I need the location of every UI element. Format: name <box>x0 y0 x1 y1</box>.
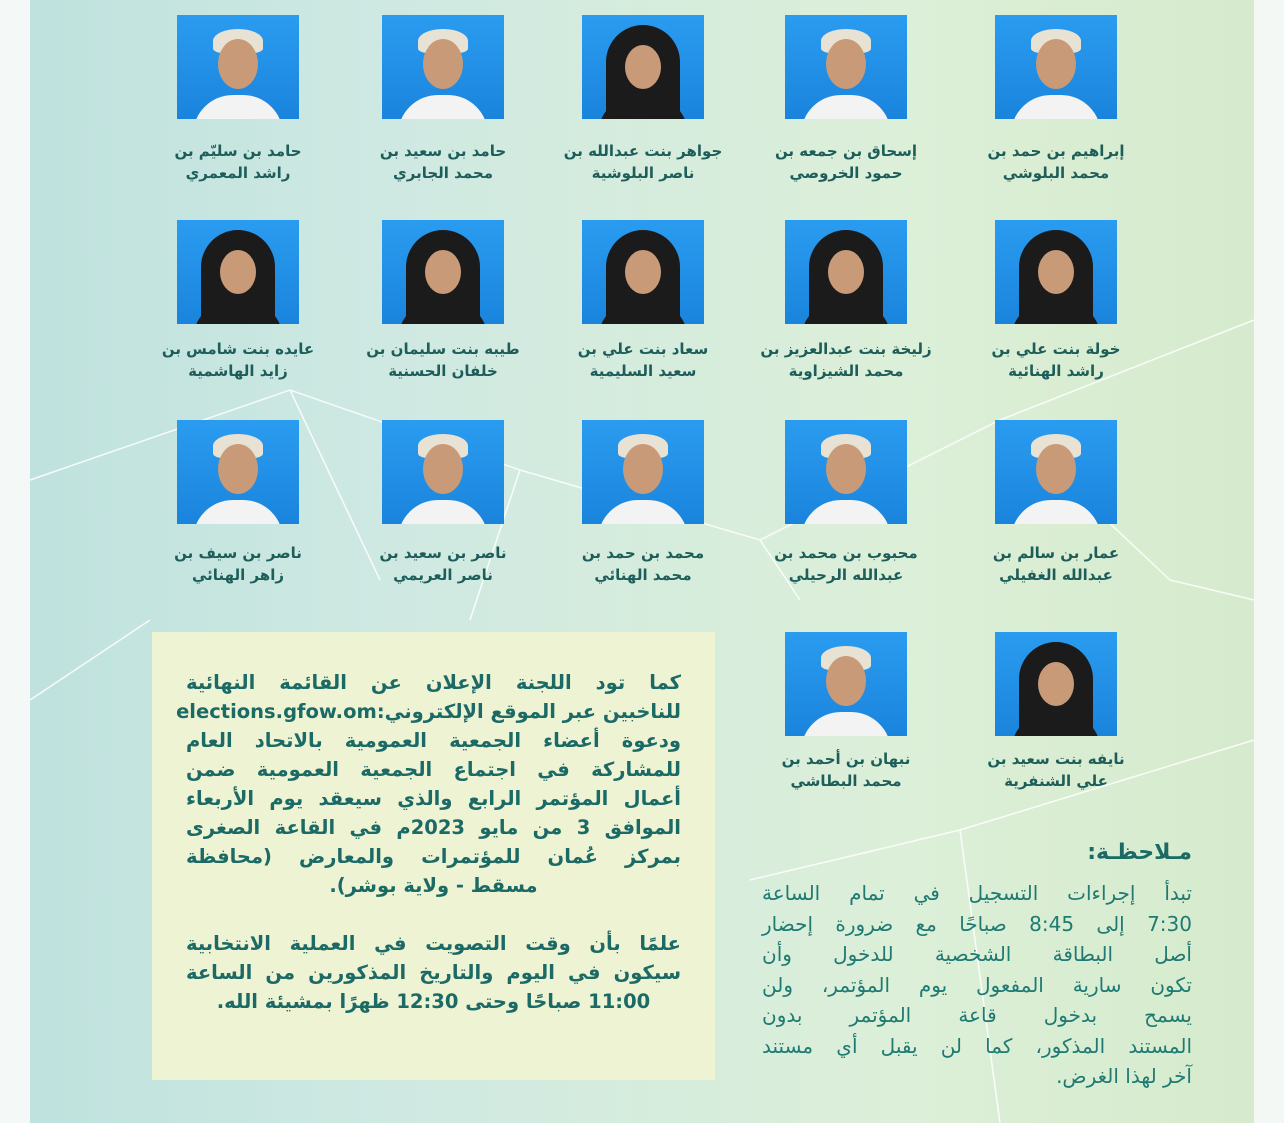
candidate-photo <box>177 220 299 324</box>
announcement-box <box>152 632 715 1080</box>
candidate-name-line1: حامد بن سعيد بن <box>379 142 507 160</box>
text-line: سيكون في اليوم والتاريخ المذكورين من الساعة <box>186 961 681 984</box>
candidate-name-line2: علي الشنفرية <box>1004 772 1108 790</box>
candidate-name <box>343 140 543 184</box>
candidate-name-line2: عبدالله الرحيلي <box>788 566 904 584</box>
candidate-photo <box>785 420 907 524</box>
text-line: للمشاركة في اجتماع الجمعية العمومية ضمن <box>186 758 681 781</box>
candidate-photo <box>582 420 704 524</box>
note-section <box>762 838 1192 1092</box>
candidate-photo <box>785 220 907 324</box>
candidate-name-line1: حامد بن سليّم بن <box>174 142 302 160</box>
candidate-photo <box>785 15 907 119</box>
candidate-name <box>138 542 338 586</box>
text-line: الموافق 3 من مايو 2023م في القاعة الصغرى <box>186 816 681 839</box>
candidate-name <box>746 338 946 382</box>
candidate-photo <box>382 15 504 119</box>
candidate-name-line2: محمد البطاشي <box>790 772 902 790</box>
candidate-name-line1: عمار بن سالم بن <box>992 544 1120 562</box>
candidate-name-line1: خولة بنت علي بن <box>991 340 1121 358</box>
candidate-name-line2: محمد البلوشي <box>1002 164 1110 182</box>
candidate-name <box>343 542 543 586</box>
candidate-name-line2: زايد الهاشمية <box>188 362 288 380</box>
candidate-name <box>543 140 743 184</box>
candidate-name <box>543 338 743 382</box>
candidate-name-line1: محبوب بن محمد بن <box>774 544 918 562</box>
candidate-name <box>543 542 743 586</box>
candidate-name-line2: سعيد السليمية <box>589 362 697 380</box>
candidate-name-line1: عايده بنت شامس بن <box>161 340 315 358</box>
candidate-photo <box>785 632 907 736</box>
candidate-photo <box>177 420 299 524</box>
candidate-name-line2: زاهر الهنائي <box>192 566 284 584</box>
candidate-name <box>956 338 1156 382</box>
candidate-name <box>956 140 1156 184</box>
text-line: أصل البطاقة الشخصية للدخول وأن <box>762 942 1192 966</box>
candidate-name-line1: زليخة بنت عبدالعزيز بن <box>760 340 932 358</box>
text-line: يسمح بدخول قاعة المؤتمر بدون <box>762 1003 1192 1027</box>
text-line: مسقط - ولاية بوشر). <box>329 874 538 897</box>
text-line: بمركز عُمان للمؤتمرات والمعارض (محافظة <box>186 845 681 868</box>
text-line: ودعوة أعضاء الجمعية العمومية بالاتحاد العام <box>186 729 681 752</box>
candidate-name-line1: جواهر بنت عبدالله بن <box>563 142 723 160</box>
candidate-name-line2: راشد الهنائية <box>1008 362 1104 380</box>
candidate-name-line2: ناصر البلوشية <box>591 164 695 182</box>
candidate-name-line2: ناصر العريمي <box>393 566 493 584</box>
candidate-name <box>138 338 338 382</box>
candidate-name-line1: ناصر بن سيف بن <box>174 544 302 562</box>
text-line: تبدأ إجراءات التسجيل في تمام الساعة <box>762 881 1192 905</box>
candidate-name-line1: إسحاق بن جمعه بن <box>774 142 918 160</box>
candidate-name-line2: راشد المعمري <box>185 164 291 182</box>
candidate-name-line2: محمد الشيزاوية <box>788 362 904 380</box>
candidate-name-line2: حمود الخروصي <box>789 164 903 182</box>
candidate-name-line1: طيبه بنت سليمان بن <box>366 340 520 358</box>
candidate-photo <box>382 420 504 524</box>
text-line: علمًا بأن وقت التصويت في العملية الانتخابية <box>186 932 681 955</box>
text-line: المستند المذكور، كما لن يقبل أي مستند <box>762 1033 1192 1058</box>
candidate-name-line2: خلفان الحسنية <box>388 362 498 380</box>
candidate-name-line1: نبهان بن أحمد بن <box>781 750 911 768</box>
candidate-name-line2: عبدالله الغفيلي <box>999 566 1113 584</box>
text-line: أعمال المؤتمر الرابع والذي سيعقد يوم الأربعاء <box>186 787 681 810</box>
candidate-name <box>138 140 338 184</box>
candidate-photo <box>995 220 1117 324</box>
text-line: كما تود اللجنة الإعلان عن القائمة النهائية <box>186 671 681 694</box>
text-line: 11:00 صباحًا وحتى 12:30 ظهرًا بمشيئة الله. <box>216 990 651 1013</box>
candidate-photo <box>995 632 1117 736</box>
text-line: تكون سارية المفعول يوم المؤتمر، ولن <box>762 972 1192 997</box>
candidate-name <box>343 338 543 382</box>
candidate-name-line2: محمد الهنائي <box>594 566 692 584</box>
candidate-name-line1: إبراهيم بن حمد بن <box>987 142 1125 160</box>
text-line: 7:30 إلى 8:45 صباحًا مع ضرورة إحضار <box>762 911 1192 936</box>
candidate-photo <box>382 220 504 324</box>
candidate-name <box>956 542 1156 586</box>
candidate-name-line2: محمد الجابري <box>393 164 493 182</box>
candidate-name-line1: نايفه بنت سعيد بن <box>987 750 1125 768</box>
candidate-photo <box>582 220 704 324</box>
candidate-name-line1: ناصر بن سعيد بن <box>379 544 507 562</box>
candidate-photo <box>582 15 704 119</box>
candidate-name <box>746 542 946 586</box>
candidate-photo <box>995 15 1117 119</box>
candidate-name <box>746 748 946 792</box>
candidate-photo <box>995 420 1117 524</box>
candidate-name <box>956 748 1156 792</box>
candidate-name-line1: محمد بن حمد بن <box>581 544 705 562</box>
text-line: آخر لهذا الغرض. <box>1056 1064 1192 1088</box>
candidate-photo <box>177 15 299 119</box>
candidate-name <box>746 140 946 184</box>
candidate-name-line1: سعاد بنت علي بن <box>577 340 709 358</box>
text-line: للناخبين عبر الموقع الإلكتروني:elections.gfow.om <box>176 700 681 723</box>
note-title: مـلاحظـة: <box>1087 840 1192 865</box>
